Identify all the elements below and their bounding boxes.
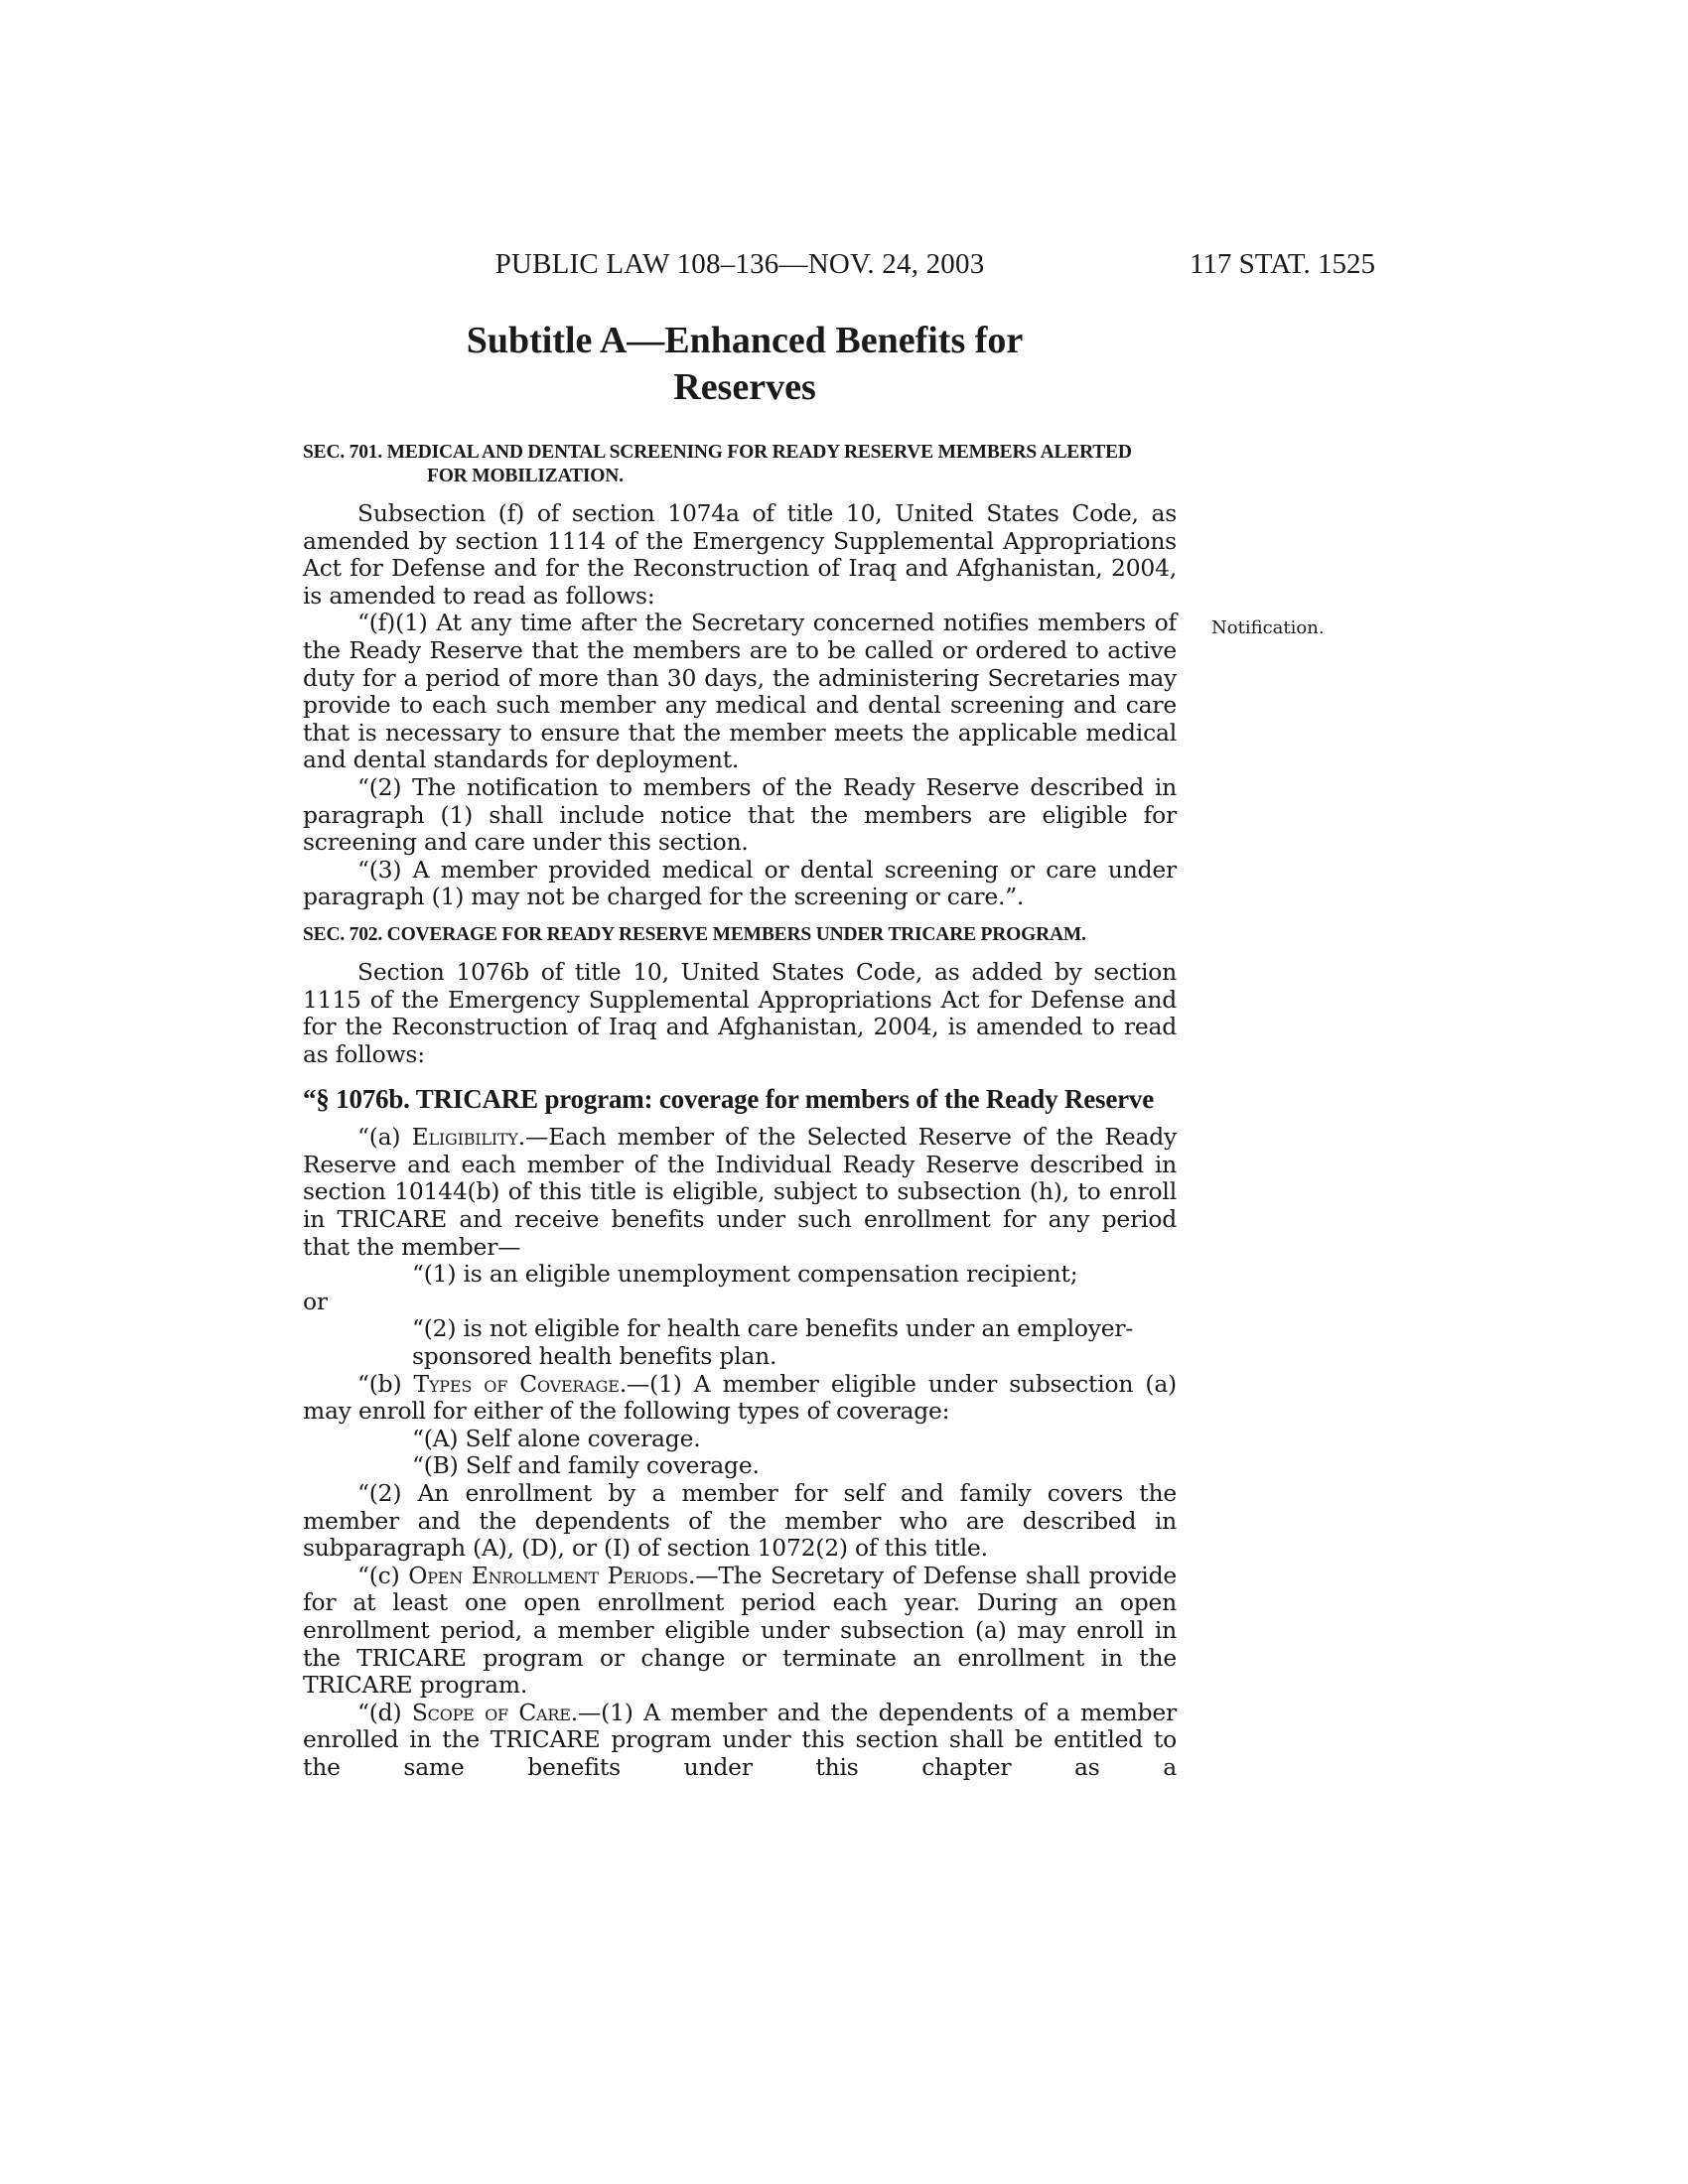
subsection-a-or: or (303, 1287, 328, 1315)
running-header-law: PUBLIC LAW 108–136—NOV. 24, 2003 (494, 248, 985, 280)
subsection-c-prefix: “(c) (357, 1561, 409, 1589)
subsection-a-text: .—Each member of the Selected Reserve of the Ready Reserve and each member of the Individual Ready Reserve described in section 10144(b) of this title is eligible, subject to subsection (h), to enroll in TRICARE and receive benefits under such enrollment for any period that the member— (303, 1123, 1178, 1261)
subsection-a (303, 1124, 1177, 1261)
subsection-a-item-1: “(1) is an eligible unemployment compensation recipient; (412, 1260, 1078, 1289)
subsection-a-prefix: “(a) (357, 1123, 412, 1152)
subsection-c-text: .—The Secretary of Defense shall provide for at least one open enrollment period each year. During an open enrollment period, a member eligible under subsection (a) may enroll in the TRICARE program or change or terminate an enrollment in the TRICARE program. (303, 1561, 1178, 1700)
section-1076b-heading: “§ 1076b. TRICARE program: coverage for members of the Ready Reserve (303, 1084, 1154, 1115)
subsection-b (303, 1371, 1177, 1426)
subsection-b-label: Types of Coverage (413, 1369, 620, 1398)
subsection-d (303, 1700, 1177, 1782)
subsection-a-item-2: “(2) is not eligible for health care benefits under an employer-sponsored health benefits plan. (412, 1314, 1134, 1371)
subsection-d-text: .—(1) A member and the dependents of a member enrolled in the TRICARE program under this section shall be entitled to the same benefits under this chapter as a (303, 1698, 1178, 1781)
subsection-d-prefix: “(d) (357, 1698, 412, 1726)
section-702-intro: Section 1076b of title 10, United States Code, as added by section 1115 of the Emergency Supplemental Appropriations Act for Defense and for the Reconstruction of Iraq and Afghanistan, 2004, is amended to read as follows: (303, 957, 1177, 1068)
section-701-paragraph-3: “(3) A member provided medical or dental screening or care under paragraph (1) may not be charged for the screening or care.”. (303, 855, 1177, 911)
subsection-b-text: .—(1) A member eligible under subsection (a) may enroll for either of the following types of coverage: (303, 1369, 1177, 1426)
subtitle-line-1: Subtitle A—Enhanced Benefits for (466, 320, 1024, 361)
running-header-stat: 117 STAT. 1525 (1190, 248, 1375, 280)
subtitle-heading (367, 318, 1122, 411)
subsection-c-label: Open Enrollment Periods (408, 1561, 688, 1589)
subsection-a-label: Eligibility (411, 1123, 518, 1152)
subsection-c (303, 1563, 1177, 1700)
text-column (303, 441, 1177, 1782)
subsection-b-item-B: “(B) Self and family coverage. (412, 1451, 760, 1480)
section-702-heading: SEC. 702. COVERAGE FOR READY RESERVE MEMBERS UNDER TRICARE PROGRAM. (303, 923, 1086, 945)
subsection-d-label: Scope of Care (411, 1698, 571, 1726)
subsection-b-paragraph-2: “(2) An enrollment by a member for self and family covers the member and the dependents of the member who are described in subparagraph (A), (D), or (I) of section 1072(2) of this title. (303, 1479, 1177, 1563)
margin-note: Notification. (1211, 617, 1325, 638)
section-701-intro: Subsection (f) of section 1074a of title 10, United States Code, as amended by section 1114 of the Emergency Supplemental Appropriations Act for Defense and for the Reconstruction of Iraq and Afghanistan, 2004, is amended to read as follows: (303, 499, 1177, 610)
section-701-heading: SEC. 701. MEDICAL AND DENTAL SCREENING FOR READY RESERVE MEMBERS ALERTED FOR MOBILIZATION. (303, 442, 1132, 486)
section-701-paragraph-1: “(f)(1) At any time after the Secretary concerned notifies members of the Ready Reserve that the members are to be called or ordered to active duty for a period of more than 30 days, the administering Secretaries may provide to each such member any medical and dental screening and care that is necessary to ensure that the member meets the applicable medical and dental standards for deployment. (303, 609, 1177, 774)
subtitle-line-2: Reserves (673, 366, 816, 408)
subsection-b-item-A: “(A) Self alone coverage. (412, 1424, 701, 1452)
section-701-paragraph-2: “(2) The notification to members of the Ready Reserve described in paragraph (1) shall include notice that the members are eligible for screening and care under this section. (303, 772, 1177, 857)
subsection-b-prefix: “(b) (357, 1369, 414, 1398)
